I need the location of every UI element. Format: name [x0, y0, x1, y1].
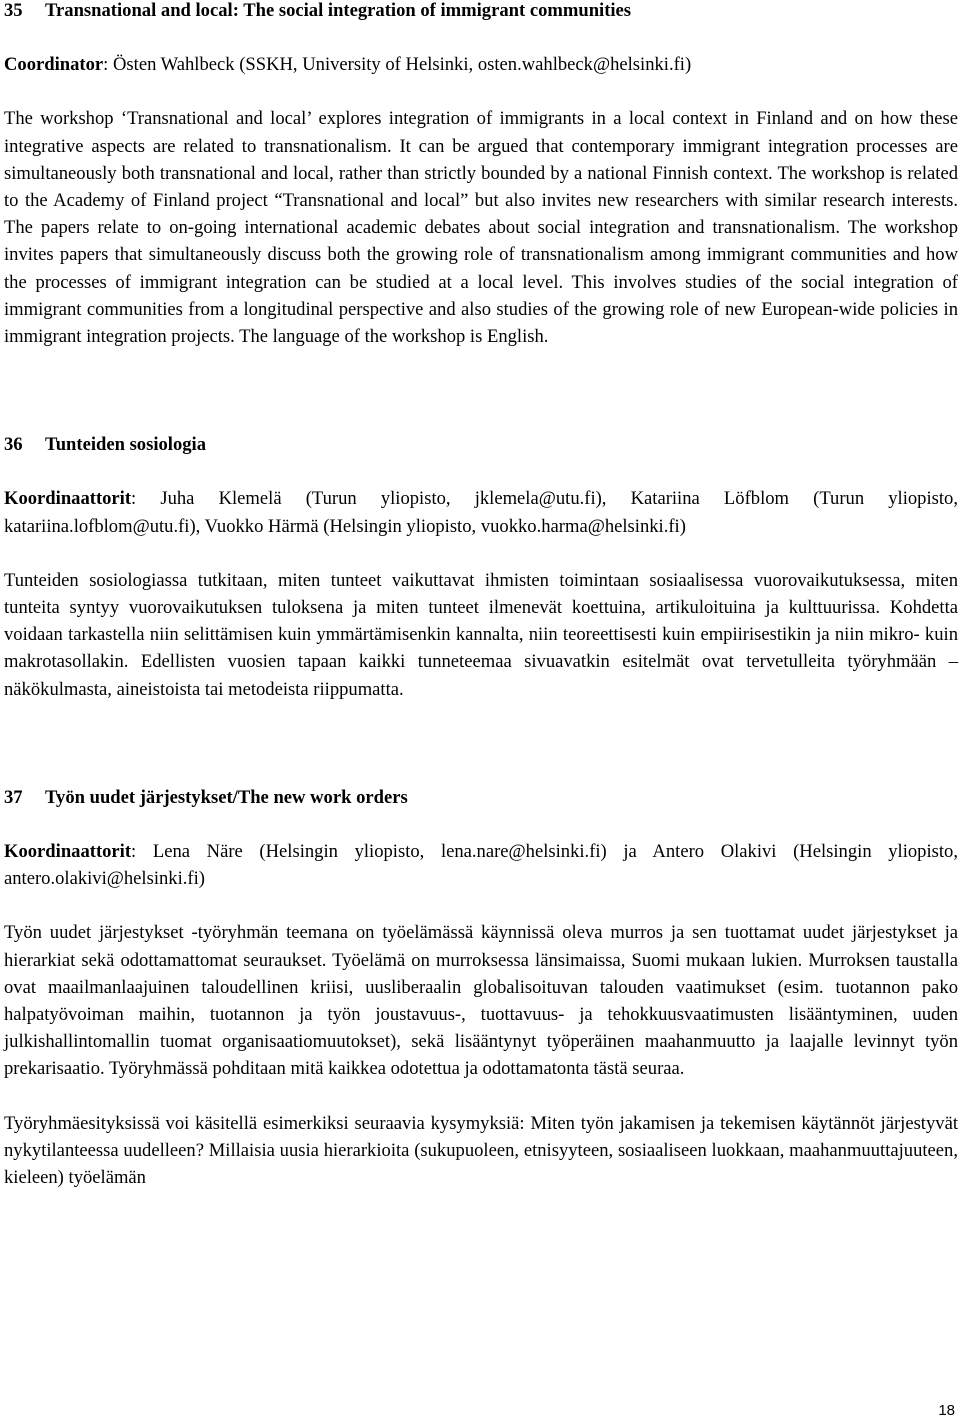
page-number: 18: [938, 1402, 955, 1419]
section-number: 36: [4, 434, 23, 456]
section-35-paragraph: The workshop ‘Transnational and local’ explores integration of immigrants in a local context in Finland and on how these integrative aspects are related to transnationalism. It can be argued that contemporary immigrant integration processes are simultaneously both transnational and local, rather than strictly bounded by a national Finnish context. The workshop is related to the Academy of Finland project “Transnational and local” but also invites new researchers with similar research interests. The papers relate to on-going international academic debates about social integration and transnationalism. The workshop invites papers that simultaneously discuss both the growing role of transnationalism among immigrant communities and how the processes of immigrant integration can be studied at a local level. This involves studies of the social integration of immigrant communities from a longitudinal perspective and also studies of the growing role of new European-wide policies in immigrant integration projects. The language of the workshop is English.: [4, 108, 958, 348]
coordinator-label: Coordinator: [4, 54, 104, 76]
section-37-title: [4, 784, 958, 811]
coordinator-text: : Lena Näre (Helsingin yliopisto, lena.nare@helsinki.fi) ja Antero Olakivi (Helsingin yliopisto, antero.olakivi@helsinki.fi): [4, 841, 958, 890]
coordinator-text: : Juha Klemelä (Turun yliopisto, jklemela@utu.fi), Katariina Löfblom (Turun yliopisto, katariina.lofblom@utu.fi), Vuokko Härmä (Helsingin yliopisto, vuokko.harma@helsinki.fi): [4, 488, 958, 537]
section-37-paragraph-1: Työn uudet järjestykset -työryhmän teemana on työelämässä käynnissä oleva murros ja sen tuottamat uudet järjestykset ja hierarkiat sekä odottamattomat seuraukset. Työelämä on murroksessa länsimaissa, Suomi mukaan lukien. Murroksen taustalla ovat maailmanlaajuinen taloudellinen kriisi, uusliberaalin globalisoituvan talouden vaatimukset (esim. tuotannon pako halpatyövoiman maihin, tuotannon ja työn joustavuus-, tuottavuus- ja tehokkuusvaatimusten lisääntyminen, uuden julkishallintomallin tuomat organisaatiomuutokset), sekä lisääntynyt työperäinen maahanmuutto ja laajalle levinnyt työn prekarisaatio. Työryhmässä pohditaan mitä kaikkea odotettua ja odottamatonta tästä seuraa.: [4, 922, 958, 1080]
section-36-coordinator: [4, 485, 958, 539]
section-number: 37: [4, 786, 23, 808]
section-title-text: Työn uudet järjestykset/The new work orders: [45, 786, 408, 808]
coordinator-text: : Östen Wahlbeck (SSKH, University of Helsinki, osten.wahlbeck@helsinki.fi): [103, 54, 692, 76]
section-35-coordinator: [4, 51, 958, 78]
section-number: 35: [4, 0, 23, 21]
section-36-title: [4, 431, 958, 458]
coordinator-label: Koordinaattorit: [4, 488, 132, 510]
section-title-text: Transnational and local: The social integration of immigrant communities: [45, 0, 632, 21]
section-title-text: Tunteiden sosiologia: [45, 434, 207, 456]
document-page: [4, 0, 958, 1191]
section-37-paragraph-2: Työryhmäesityksissä voi käsitellä esimerkiksi seuraavia kysymyksiä: Miten työn jakamisen ja tekemisen käytännöt järjestyvät nykytilanteessa uudelleen? Millaisia uusia hierarkioita (sukupuoleen, etnisyyteen, sosiaaliseen luokkaan, maahanmuuttajuuteen, kieleen) työelämän: [4, 1112, 958, 1189]
coordinator-label: Koordinaattorit: [4, 841, 132, 863]
section-37-coordinator: [4, 838, 958, 892]
section-36-paragraph: Tunteiden sosiologiassa tutkitaan, miten tunteet vaikuttavat ihmisten toimintaan sosiaalisessa vuorovaikutuksessa, miten tunteita syntyy vuorovaikutuksen tuloksena ja miten tunteet ilmenevät koettuina, artikuloituina ja kulttuurissa. Kohdetta voidaan tarkastella niin selittämisen kuin ymmärtämisenkin kannalta, niin teoreettisesti kuin empiirisestikin ja niin mikro- kuin makrotasollakin. Edellisten vuosien tapaan kaikki tunneteemaa sivuavatkin esitelmät ovat tervetulleita työryhmään – näkökulmasta, aineistoista tai metodeista riippumatta.: [4, 569, 958, 700]
section-35-title: [4, 0, 958, 24]
